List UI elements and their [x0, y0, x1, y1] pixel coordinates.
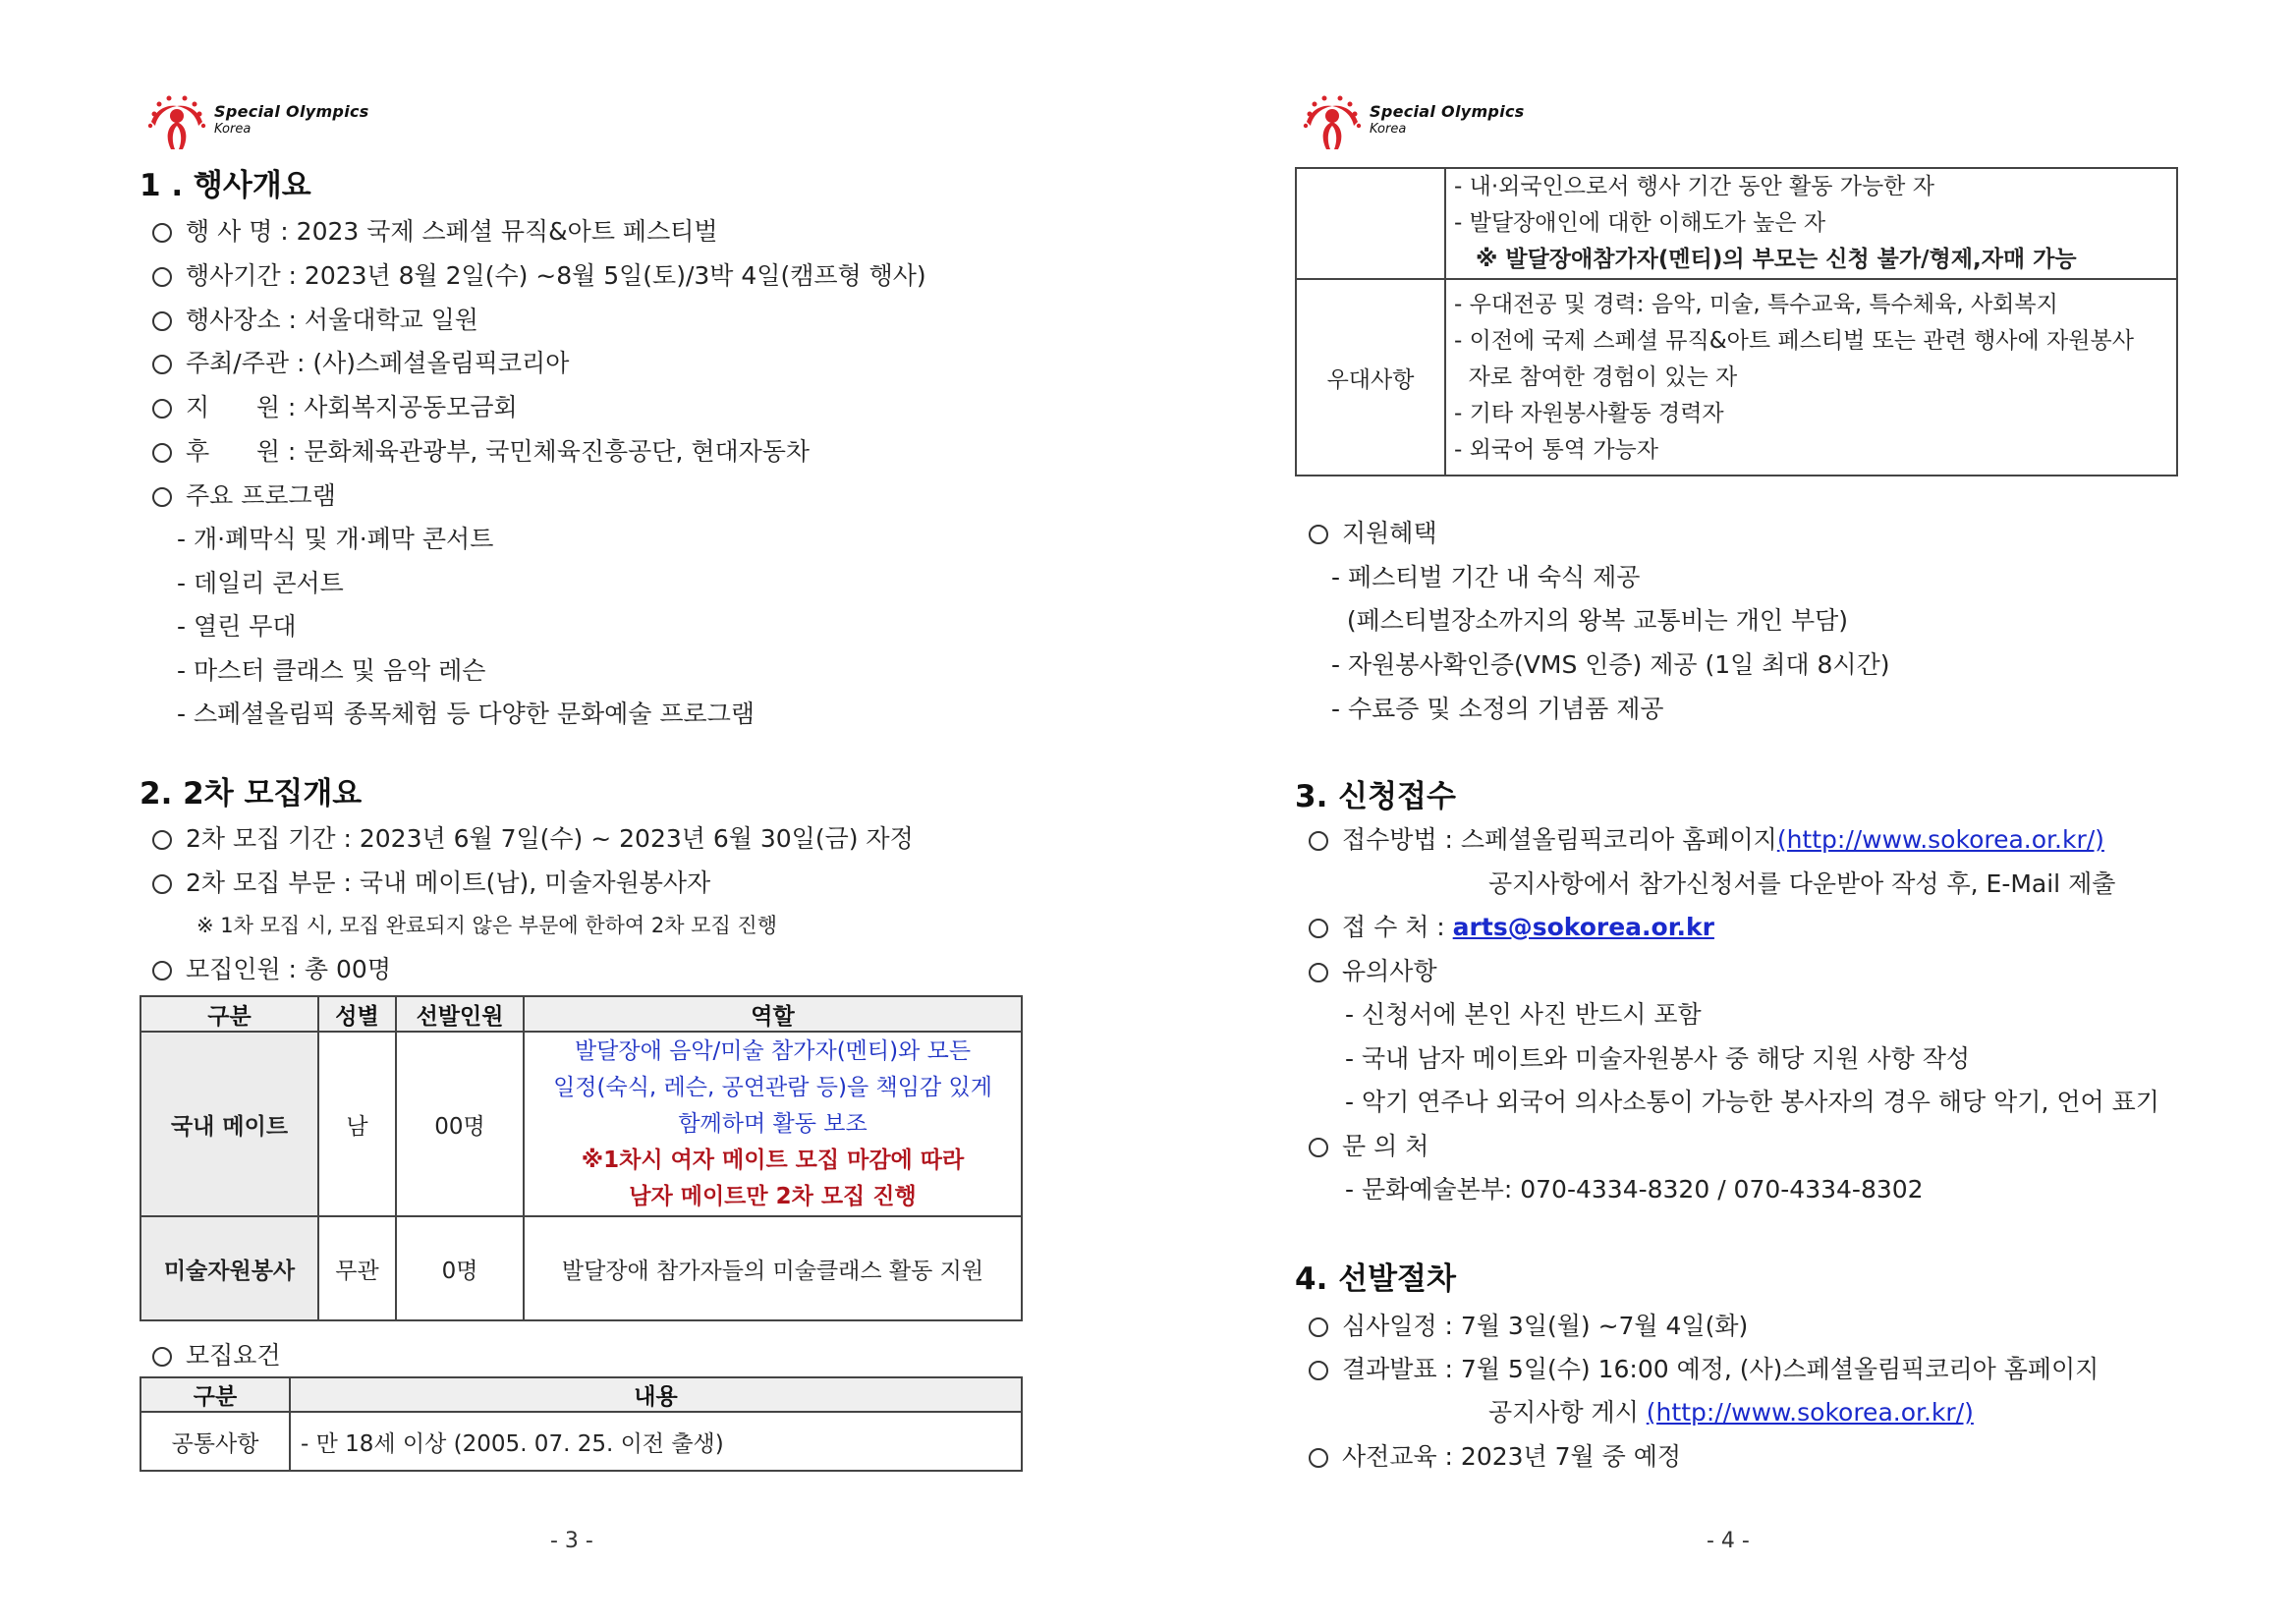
contact-title: 문 의 처 [1309, 1127, 1428, 1162]
pref-line: - 이전에 국제 스페셜 뮤직&아트 페스티벌 또는 관련 행사에 자원봉사 [1454, 327, 2134, 354]
circle-bullet-icon [1309, 525, 1328, 544]
support-line: (페스티벌장소까지의 왕복 교통비는 개인 부담) [1331, 606, 1849, 635]
support-line: - 자원봉사확인증(VMS 인증) 제공 (1일 최대 8시간) [1331, 650, 1890, 679]
program-item: - 데일리 콘서트 [177, 569, 344, 597]
pre-education: 사전교육 : 2023년 7월 중 예정 [1309, 1437, 1681, 1473]
table-cell-content: - 만 18세 이상 (2005. 07. 25. 이전 출생) [290, 1412, 1022, 1471]
section-4-title: 4. 선발절차 [1295, 1261, 1456, 1297]
req-note: ※ 발달장애참가자(멘티)의 부모는 신청 불가/형제,자매 가능 [1476, 247, 2077, 272]
program-item: - 개·폐막식 및 개·폐막 콘서트 [177, 525, 494, 553]
table-cell-gender: 남 [318, 1032, 396, 1216]
circle-bullet-icon [152, 961, 172, 980]
page-4 [1148, 0, 2296, 1624]
circle-bullet-icon [1309, 919, 1328, 938]
table-header: 내용 [290, 1377, 1022, 1412]
table-header: 선발인원 [396, 996, 524, 1032]
circle-bullet-icon [1309, 963, 1328, 982]
circle-bullet-icon [152, 830, 172, 850]
table-cell-category: 우대사항 [1296, 279, 1445, 476]
role-line: 발달장애 음악/미술 참가자(멘티)와 모든 [574, 1037, 972, 1064]
circle-bullet-icon [152, 267, 172, 287]
homepage-link[interactable]: (http://www.sokorea.or.kr/) [1776, 825, 2104, 854]
overview-item-period: 행사기간 : 2023년 8월 2일(수) ~8월 5일(토)/3박 4일(캠프형 행사) [152, 256, 926, 292]
table-cell-category: 국내 메이트 [140, 1032, 318, 1216]
special-olympics-logo [1301, 92, 1525, 155]
circle-bullet-icon [152, 1347, 172, 1367]
support-line: - 수료증 및 소정의 기념품 제공 [1331, 695, 1664, 723]
req-line: - 내·외국인으로서 행사 기간 동안 활동 가능한 자 [1454, 174, 1934, 199]
logo-sub: Korea [1370, 122, 1407, 137]
table-header: 구분 [140, 1377, 290, 1412]
special-olympics-emblem-icon [1301, 92, 1364, 155]
selection-result: 결과발표 : 7월 5일(수) 16:00 예정, (사)스페셜올림픽코리아 홈페이지 [1309, 1350, 2099, 1385]
overview-item-host: 주최/주관 : (사)스페셜올림픽코리아 [152, 344, 569, 379]
support-line: - 페스티벌 기간 내 숙식 제공 [1331, 563, 1641, 591]
apply-method-detail: 공지사항에서 참가신청서를 다운받아 작성 후, E-Mail 제출 [1488, 869, 2116, 898]
circle-bullet-icon [152, 874, 172, 894]
logo-name: Special Olympics [1370, 102, 1525, 121]
table-cell-gender: 무관 [318, 1216, 396, 1320]
circle-bullet-icon [152, 399, 172, 419]
recruit-period: 2차 모집 기간 : 2023년 6월 7일(수) ~ 2023년 6월 30일(금) 자정 [152, 819, 914, 855]
overview-item-sponsor: 후 원 : 문화체육관광부, 국민체육진흥공단, 현대자동차 [152, 432, 810, 468]
circle-bullet-icon [152, 487, 172, 507]
section-2-title: 2. 2차 모집개요 [140, 776, 363, 812]
table-cell-role [524, 1032, 1022, 1216]
overview-item-programs: 주요 프로그램 [152, 476, 336, 512]
recruit-note: ※ 1차 모집 시, 모집 완료되지 않은 부문에 한하여 2차 모집 진행 [196, 914, 777, 937]
requirements-table [140, 1376, 1023, 1472]
table-cell-content [1445, 168, 2177, 279]
role-line: 일정(숙식, 레슨, 공연관람 등)을 책임감 있게 [553, 1074, 992, 1100]
requirements-title: 모집요건 [152, 1336, 281, 1372]
role-note-line: ※1차시 여자 메이트 모집 마감에 따라 [581, 1147, 965, 1173]
section-1-title: 1 . 행사개요 [140, 168, 311, 203]
recruit-table [140, 995, 1023, 1321]
special-olympics-logo [145, 92, 369, 155]
selection-notice: 공지사항 게시 (http://www.sokorea.or.kr/) [1488, 1398, 1974, 1427]
page-number: - 3 - [550, 1529, 593, 1553]
table-header: 성별 [318, 996, 396, 1032]
role-note-line: 남자 메이트만 2차 모집 진행 [629, 1183, 917, 1209]
circle-bullet-icon [1309, 1138, 1328, 1157]
table-cell-category: 공통사항 [140, 1412, 290, 1471]
notice-line: - 악기 연주나 외국어 의사소통이 가능한 봉사자의 경우 해당 악기, 언어 표기 [1345, 1088, 2159, 1116]
table-header: 역할 [524, 996, 1022, 1032]
table-cell-content [1445, 279, 2177, 476]
pref-line: - 기타 자원봉사활동 경력자 [1454, 400, 1724, 426]
support-title: 지원혜택 [1309, 514, 1437, 549]
req-line: - 발달장애인에 대한 이해도가 높은 자 [1454, 210, 1826, 236]
circle-bullet-icon [152, 443, 172, 463]
table-header: 구분 [140, 996, 318, 1032]
overview-item-name: 행 사 명 : 2023 국제 스페셜 뮤직&아트 페스티벌 [152, 212, 718, 248]
table-cell-category [1296, 168, 1445, 279]
pref-line: 자로 참여한 경험이 있는 자 [1454, 364, 1738, 390]
recruit-sectors: 2차 모집 부문 : 국내 메이트(남), 미술자원봉사자 [152, 864, 710, 899]
apply-destination: 접 수 처 : arts@sokorea.or.kr [1309, 908, 1714, 943]
table-cell-role: 발달장애 참가자들의 미술클래스 활동 지원 [524, 1216, 1022, 1320]
role-line: 함께하며 활동 보조 [678, 1110, 868, 1137]
table-cell-count: 00명 [396, 1032, 524, 1216]
contact-line: - 문화예술본부: 070-4334-8320 / 070-4334-8302 [1345, 1175, 1924, 1204]
apply-method: 접수방법 : 스페셜올림픽코리아 홈페이지(http://www.sokorea.or.kr/) [1309, 820, 2104, 856]
table-cell-count: 0명 [396, 1216, 524, 1320]
pref-line: - 외국어 통역 가능자 [1454, 436, 1658, 463]
circle-bullet-icon [1309, 1361, 1328, 1380]
selection-schedule: 심사일정 : 7월 3일(월) ~7월 4일(화) [1309, 1307, 1748, 1342]
logo-sub: Korea [214, 122, 252, 137]
overview-item-venue: 행사장소 : 서울대학교 일원 [152, 301, 478, 336]
circle-bullet-icon [152, 223, 172, 243]
circle-bullet-icon [1309, 1448, 1328, 1468]
email-link[interactable]: arts@sokorea.or.kr [1452, 913, 1714, 941]
circle-bullet-icon [1309, 1317, 1328, 1337]
pref-line: - 우대전공 및 경력: 음악, 미술, 특수교육, 특수체육, 사회복지 [1454, 291, 2058, 317]
program-item: - 마스터 클래스 및 음악 레슨 [177, 656, 486, 685]
recruit-count: 모집인원 : 총 00명 [152, 950, 391, 985]
program-item: - 열린 무대 [177, 612, 297, 641]
overview-item-support: 지 원 : 사회복지공동모금회 [152, 388, 518, 423]
circle-bullet-icon [152, 311, 172, 331]
special-olympics-emblem-icon [145, 92, 208, 155]
homepage-link[interactable]: (http://www.sokorea.or.kr/) [1646, 1398, 1974, 1427]
notice-line: - 국내 남자 메이트와 미술자원봉사 중 해당 지원 사항 작성 [1345, 1044, 1970, 1073]
section-3-title: 3. 신청접수 [1295, 779, 1456, 814]
circle-bullet-icon [152, 355, 172, 374]
logo-name: Special Olympics [214, 102, 369, 121]
table-cell-category: 미술자원봉사 [140, 1216, 318, 1320]
program-item: - 스페셜올림픽 종목체험 등 다양한 문화예술 프로그램 [177, 700, 756, 728]
requirements-table-continued [1295, 167, 2178, 476]
notice-title: 유의사항 [1309, 952, 1437, 987]
circle-bullet-icon [1309, 831, 1328, 851]
notice-line: - 신청서에 본인 사진 반드시 포함 [1345, 1000, 1702, 1029]
page-number: - 4 - [1707, 1529, 1750, 1553]
